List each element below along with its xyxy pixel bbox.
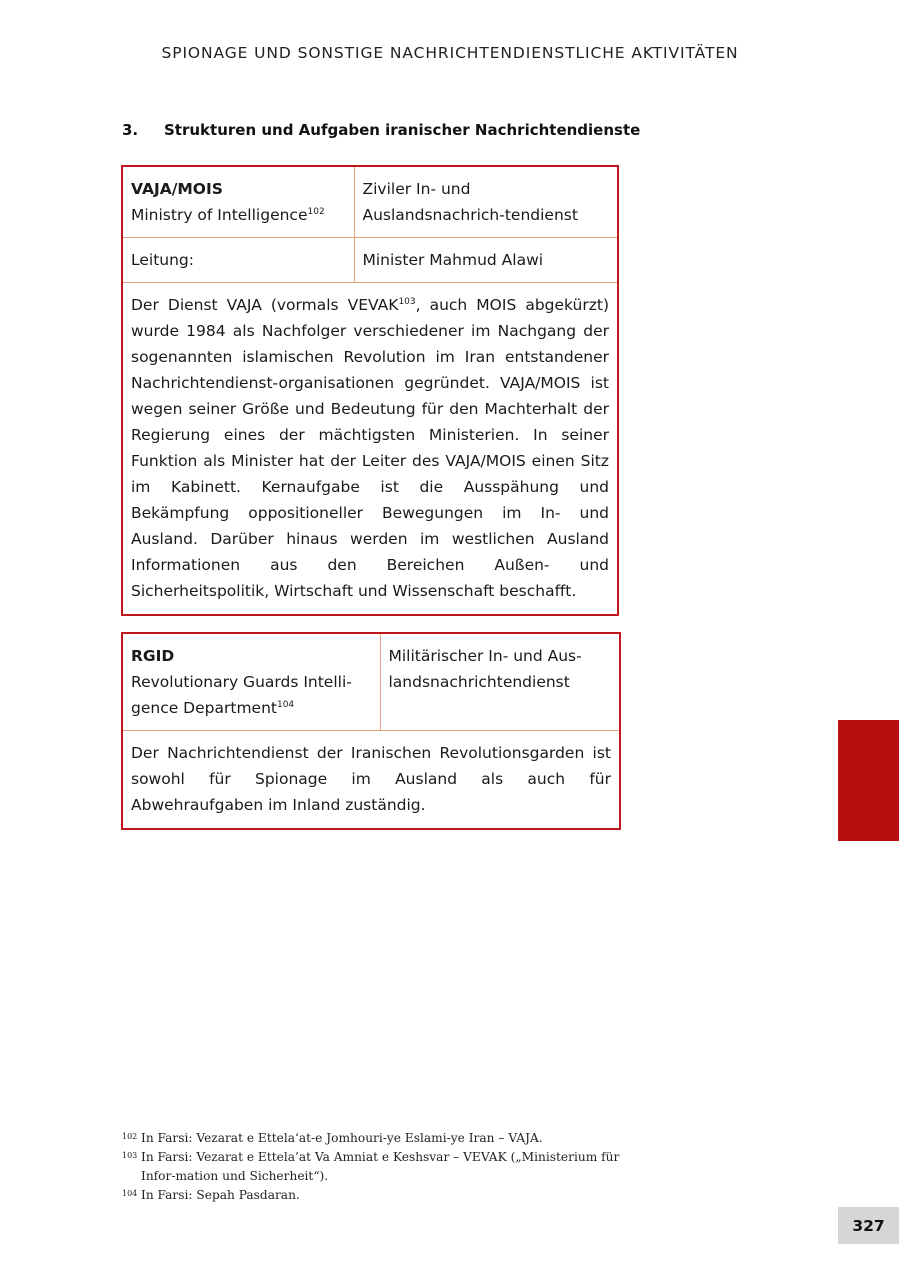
footnote-number: 104 [122, 1189, 138, 1198]
section-title: Strukturen und Aufgaben iranischer Nachrichtendienste [164, 121, 641, 139]
vaja-name-cell [122, 166, 354, 238]
vaja-description-row [122, 283, 618, 616]
footnote-text: In Farsi: Vezarat e Ettela’at Va Amniat e Keshsvar – VEVAK („Ministerium für Infor-mation und Sicherheit“). [141, 1150, 620, 1183]
chapter-side-tab [838, 720, 899, 841]
vaja-full-name-line [131, 202, 346, 228]
vaja-description [122, 283, 618, 616]
rgid-type: Militärischer In- und Aus-landsnachrichtendienst [388, 647, 582, 691]
vaja-leitung-row [122, 238, 618, 283]
rgid-full-name-line [131, 669, 372, 721]
footnote-104 [122, 1186, 622, 1205]
rgid-description: Der Nachrichtendienst der Iranischen Revolutionsgarden ist sowohl für Spionage im Ausland als auch für Abwehraufgaben im Inland zuständig. [122, 731, 620, 830]
section-number: 3. [122, 121, 139, 139]
vaja-type: Ziviler In- und Auslandsnachrich-tendienst [362, 180, 578, 224]
rgid-full-name: Revolutionary Guards Intelli-gence Department [131, 673, 352, 717]
vaja-mois-box [121, 165, 619, 616]
vaja-full-name: Ministry of Intelligence [131, 206, 308, 224]
footnote-102 [122, 1129, 622, 1148]
footnote-103 [122, 1148, 622, 1186]
page-number: 327 [838, 1207, 899, 1244]
rgid-header-row [122, 633, 620, 731]
footnote-text: In Farsi: Sepah Pasdaran. [141, 1188, 300, 1202]
footnote-ref-102: 102 [307, 207, 325, 217]
rgid-name: RGID [131, 647, 175, 665]
vaja-type-cell [354, 166, 618, 238]
footnote-ref-104: 104 [276, 700, 295, 710]
vaja-desc-part1: Der Dienst VAJA (vormals VEVAK [131, 296, 399, 314]
rgid-type-cell [380, 633, 620, 731]
footnotes [122, 1129, 622, 1205]
section-heading [122, 121, 640, 139]
vaja-header-row [122, 166, 618, 238]
vaja-name: VAJA/MOIS [131, 180, 223, 198]
rgid-description-row [122, 731, 620, 830]
footnote-number: 103 [122, 1151, 138, 1160]
footnote-ref-103: 103 [398, 297, 416, 307]
footnote-number: 102 [122, 1132, 138, 1141]
footnote-text: In Farsi: Vezarat e Ettela‘at-e Jomhouri-ye Eslami-ye Iran – VAJA. [141, 1131, 543, 1145]
vaja-desc-part2: , auch MOIS abgekürzt) wurde 1984 als Nachfolger verschiedener im Nachgang der sogenannten islamischen Revolution im Iran entstandener Nachrichtendienst-organisationen gegründet. VAJA/MOIS ist wegen seiner Größe und Bedeutung für den Machterhalt der Regierung eines der mächtigsten Ministerien. In seiner Funktion als Minister hat der Leiter des VAJA/MOIS einen Sitz im Kabinett. Kernaufgabe ist die Ausspähung und Bekämpfung oppositioneller Bewegungen im In- und Ausland. Darüber hinaus werden im westlichen Ausland Informationen aus den Bereichen Außen- und Sicherheitspolitik, Wirtschaft und Wissenschaft beschafft. [131, 296, 609, 600]
rgid-box [121, 632, 621, 830]
vaja-leitung-label: Leitung: [122, 238, 354, 283]
running-header: SPIONAGE UND SONSTIGE NACHRICHTENDIENSTLICHE AKTIVITÄTEN [161, 44, 739, 62]
vaja-leitung-value: Minister Mahmud Alawi [354, 238, 618, 283]
rgid-name-cell [122, 633, 380, 731]
